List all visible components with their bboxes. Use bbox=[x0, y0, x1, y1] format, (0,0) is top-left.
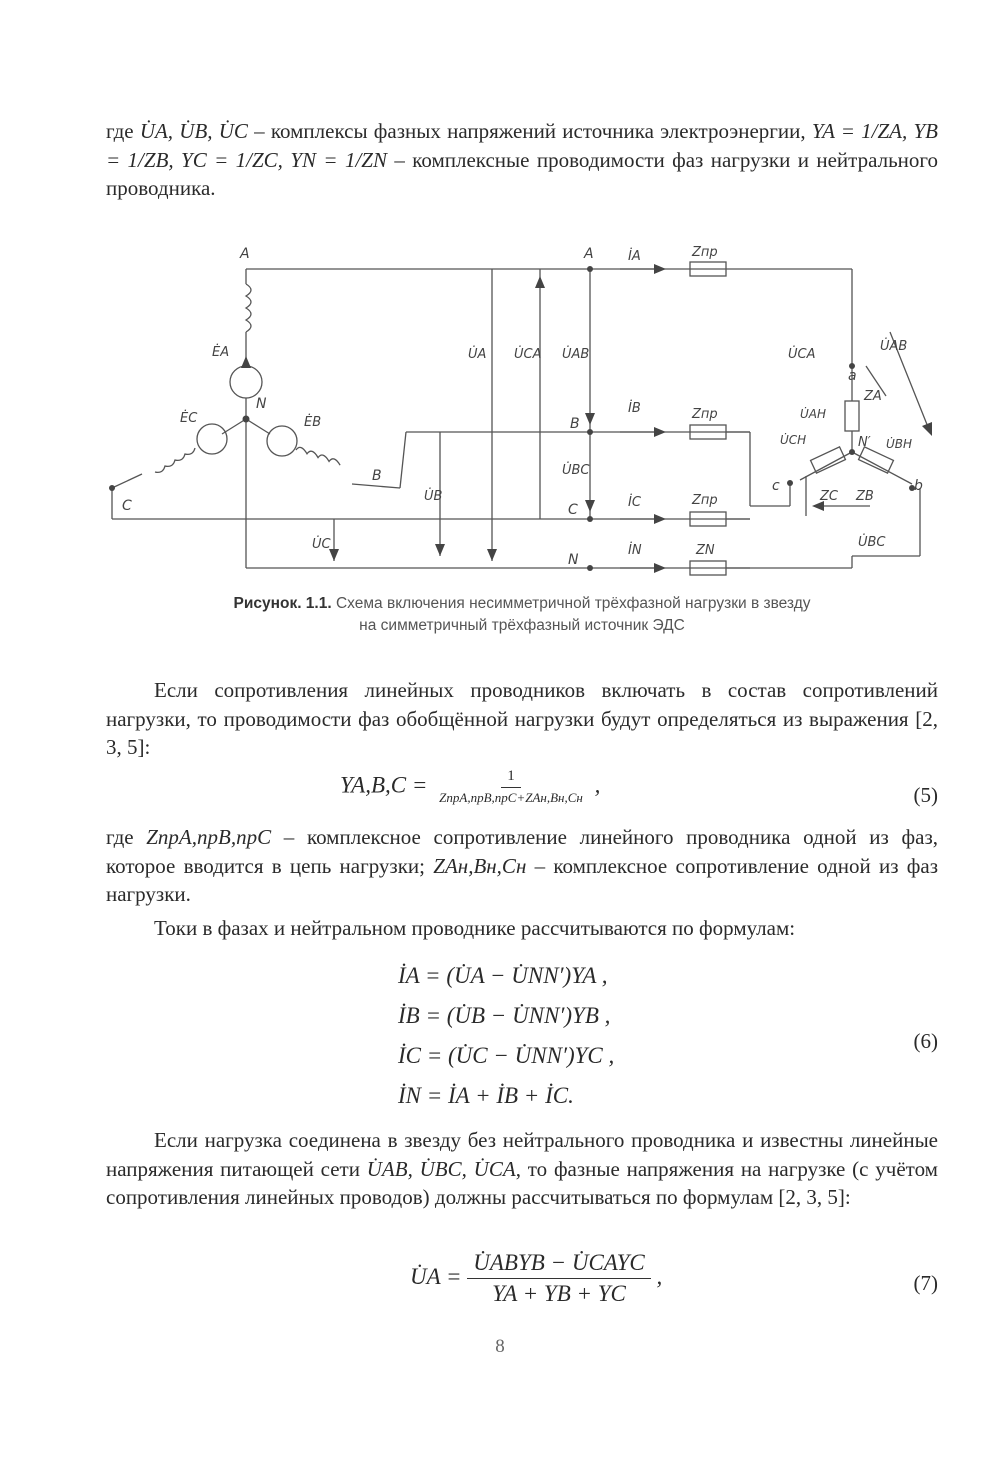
equation-7 bbox=[410, 1250, 662, 1307]
eq5-tail: , bbox=[594, 772, 601, 798]
label-ZN: ZN bbox=[696, 543, 715, 558]
label-UCA: U̇CA bbox=[514, 347, 542, 362]
intro-vars: U̇A, U̇B, U̇C bbox=[139, 119, 248, 143]
label-IC: İC bbox=[628, 495, 641, 510]
label-UAB2: U̇AB bbox=[880, 339, 908, 354]
caption-text: Схема включения несимметричной трёхфазной нагрузки в звезду bbox=[335, 595, 811, 612]
eq7-numerator: U̇ABYB − U̇CAYC bbox=[467, 1250, 650, 1279]
label-UAB: U̇AB bbox=[562, 347, 590, 362]
label-IB: İB bbox=[628, 401, 641, 416]
label-UB: U̇B bbox=[424, 489, 443, 504]
label-B: B bbox=[372, 468, 382, 484]
label-Zpr3: Zпр bbox=[692, 493, 718, 508]
eq7-denominator: YA + YB + YC bbox=[492, 1281, 626, 1306]
eq6-line-1: İA = (U̇A − U̇NN′)YA , bbox=[398, 963, 608, 988]
para2-z1: ZпрA,прB,прC bbox=[146, 825, 272, 849]
eq7-fraction bbox=[467, 1250, 650, 1307]
eq5-fraction bbox=[433, 768, 589, 806]
label-c: c bbox=[772, 478, 780, 494]
label-Nprime: N′ bbox=[858, 435, 871, 450]
eq6-line-3: İC = (U̇C − U̇NN′)YC , bbox=[398, 1043, 615, 1068]
figure-caption bbox=[100, 593, 944, 637]
para2-a: где bbox=[106, 825, 147, 849]
paragraph-4 bbox=[106, 1126, 938, 1212]
label-IN: İN bbox=[628, 543, 642, 558]
label-EB: ĖB bbox=[304, 415, 322, 430]
label-Zpr2: Zпр bbox=[692, 407, 718, 422]
page-number: 8 bbox=[495, 1336, 505, 1357]
eq7-tail: , bbox=[656, 1263, 663, 1289]
label-EA: ĖA bbox=[212, 345, 230, 360]
intro-admittances: YA = 1/ZA, YB = 1/ZB, YC = 1/ZC, YN = 1/ZN bbox=[106, 119, 938, 172]
label-ZA: ZA bbox=[864, 389, 882, 404]
label-b: b bbox=[914, 478, 923, 494]
eq7-lhs: U̇A = bbox=[410, 1263, 462, 1289]
label-IA: İA bbox=[628, 249, 641, 264]
label-A: A bbox=[240, 246, 250, 262]
para2-b: – комплексное сопротивление линейного проводника одной из фаз, которое вводится в цепь нагрузки; bbox=[106, 825, 938, 878]
paragraph-3: Токи в фазах и нейтральном проводнике рассчитываются по формулам: bbox=[154, 916, 796, 940]
caption-label: Рисунок. 1.1. bbox=[233, 595, 332, 612]
label-UBH: U̇BН bbox=[886, 437, 913, 451]
label-UAH: U̇AН bbox=[800, 407, 827, 421]
circuit-diagram bbox=[100, 236, 950, 586]
para4-a: Если нагрузка соединена в звезду без нейтрального проводника и известны линейные напряжения питающей сети bbox=[106, 1128, 938, 1181]
label-C: C bbox=[122, 498, 132, 514]
para4-vars: U̇AB, U̇BC, U̇CA bbox=[366, 1156, 516, 1181]
para2-c: – комплексное сопротивление одной из фаз нагрузки. bbox=[106, 853, 938, 906]
para2-z2: ZAн,Bн,Cн bbox=[433, 853, 527, 878]
label-EC: ĖC bbox=[180, 411, 198, 426]
eq6-line-4: İN = İA + İB + İC. bbox=[398, 1083, 574, 1108]
label-A2: A bbox=[584, 246, 594, 262]
label-UC: U̇C bbox=[312, 537, 331, 552]
label-C2: C bbox=[568, 502, 578, 518]
label-UCH: U̇CН bbox=[780, 433, 807, 447]
label-N: N bbox=[256, 396, 267, 412]
eq5-numerator: 1 bbox=[501, 768, 521, 788]
eq7-number: (7) bbox=[913, 1271, 938, 1295]
label-ZB: ZB bbox=[856, 489, 874, 504]
eq5-lhs: YA,B,C = bbox=[340, 772, 428, 798]
eq5-number: (5) bbox=[913, 783, 938, 807]
label-ZC: ZC bbox=[820, 489, 838, 504]
intro-paragraph bbox=[106, 117, 938, 203]
label-UBC2: U̇BC bbox=[858, 535, 886, 550]
label-B2: B bbox=[570, 416, 580, 432]
eq5-denominator: ZпрA,прB,прC+ZAн,Bн,Cн bbox=[439, 790, 583, 805]
eq6-number: (6) bbox=[913, 1029, 938, 1053]
caption-text2: на симметричный трёхфазный источник ЭДС bbox=[359, 617, 685, 634]
equation-5 bbox=[340, 768, 600, 806]
paragraph-1: Если сопротивления линейных проводников включать в состав сопротивлений нагрузки, то проводимости фаз обобщённой нагрузки будут определяться из выражения [2, 3, 5]: bbox=[106, 678, 938, 759]
label-N2: N bbox=[568, 552, 579, 568]
intro-part1: где bbox=[106, 119, 140, 143]
paragraph-2 bbox=[106, 823, 938, 909]
equation-6 bbox=[398, 956, 614, 1116]
label-UBC: U̇BC bbox=[562, 463, 590, 478]
para4-b: , то фазные напряжения на нагрузке (с учётом сопротивления линейных проводов) должны рассчитываться по формулам [2, 3, 5]: bbox=[106, 1156, 938, 1209]
label-UCA2: U̇CA bbox=[788, 347, 816, 362]
intro-part2: – комплексы фазных напряжений источника электроэнергии, bbox=[247, 119, 812, 143]
label-a: a bbox=[848, 368, 857, 384]
label-Zpr1: Zпр bbox=[692, 245, 718, 260]
intro-part3: – комплексные проводимости фаз нагрузки и нейтрального проводника. bbox=[106, 147, 938, 200]
label-UA: U̇A bbox=[468, 347, 487, 362]
eq6-line-2: İB = (U̇B − U̇NN′)YB , bbox=[398, 1003, 611, 1028]
